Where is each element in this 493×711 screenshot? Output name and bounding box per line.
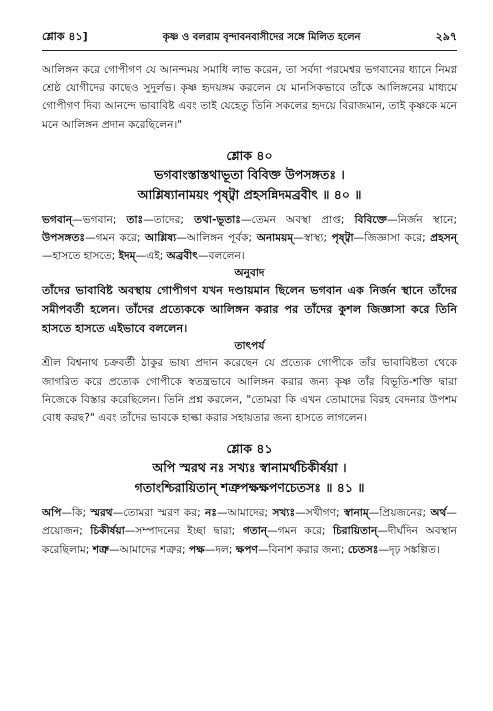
synonym-word: আশ্লিষ্য: [145, 232, 177, 245]
verse-41-synonyms: [42, 504, 457, 559]
synonym-word: চিরায়িতান্: [333, 525, 378, 538]
synonym-word: অব্রবীৎ: [166, 250, 198, 263]
synonym-meaning: —প্রিয়জনের;: [368, 507, 431, 520]
verse-40-heading: শ্লোক ৪০: [226, 147, 273, 163]
purport-label: তাৎপর্য: [234, 340, 265, 353]
synonym-meaning: —আমাদের শত্রুর;: [109, 543, 189, 556]
verse-40-purport: শ্রীল বিশ্বনাথ চক্রবর্তী ঠাকুর ভাষ্য প্রদান করেছেন যে প্রত্যেক গোপীকে তাঁর ভাবাবিষ্টতা থেকে জাগরিত করে প্রত্যেক গোপীকে স্বতন্ত্রভাবে আলিঙ্গন করার জন্য কৃষ্ণ তাঁর বিভূতি-শক্তি দ্বারা নিজেকে বিস্তার করেছিলেন। তিনি প্রশ্ন করলেন, "তোমরা কি এখন তোমাদের বিরহ বেদনার উপশম বোধ করছ?" এবং তাঁদের ভাবকে হাল্কা করার সহায়তার জন্য হাসতে লাগলেন।: [42, 357, 457, 425]
book-page: [42, 28, 457, 688]
synonym-word: সখ্যঃ: [272, 507, 296, 520]
synonym-meaning: —স্বাস্থ্য;: [293, 232, 332, 245]
synonym-meaning: —প্রয়োজন;: [42, 507, 457, 538]
synonym-word: চিকীর্ষয়া: [90, 525, 125, 538]
page-number: ২৯৭: [435, 30, 457, 43]
running-head-chapter-title: কৃষ্ণ ও বলরাম বৃন্দাবনবাসীদের সঙ্গে মিলিত হলেন: [162, 32, 361, 43]
synonym-word: গতান্: [242, 525, 268, 538]
verse-40-line-1: ভগবাংস্তাস্তথাভূতা বিবিক্ত উপসঙ্গতঃ ।: [154, 166, 345, 182]
synonym-word: পক্ষ: [188, 543, 205, 556]
synonym-meaning: —আমাদের;: [216, 507, 273, 520]
synonym-word: পৃষ্ট্বা: [331, 232, 354, 245]
verse-40-line-2: আশ্লিষ্যানাময়ং পৃষ্ট্বা প্রহসন্নিদমব্রবীৎ ॥ ৪০ ॥: [137, 186, 362, 202]
synonym-meaning: —ভগবান;: [72, 213, 127, 226]
synonym-meaning: —দল;: [204, 543, 236, 556]
synonym-meaning: —সম্পাদনের ইচ্ছা দ্বারা;: [124, 525, 243, 538]
synonym-word: স্বানাম্: [343, 507, 369, 520]
synonym-meaning: —দীর্ঘদিন অবস্থান করেছিলাম;: [42, 525, 458, 556]
synonym-meaning: —তাদের;: [143, 213, 195, 226]
synonym-word: উপসঙ্গতঃ: [42, 232, 86, 245]
synonym-meaning: —দৃঢ় সঙ্কল্পিত।: [378, 543, 440, 556]
synonym-meaning: —এই;: [135, 250, 167, 263]
synonym-word: প্রহসন্: [430, 232, 458, 245]
synonym-word: শত্রু: [92, 543, 110, 556]
synonym-word: বিবিক্তে: [354, 213, 387, 226]
synonym-word: চেতসঃ: [347, 543, 379, 556]
synonym-meaning: —কি;: [61, 507, 91, 520]
verse-41-line-1: অপি স্মরথ নঃ সখ্যঃ স্বানামর্থচিকীর্ষয়া ।: [152, 460, 347, 476]
translation-label: অনুবাদ: [234, 267, 265, 280]
synonym-meaning: —তোমরা স্মরণ কর;: [112, 507, 205, 520]
synonym-word: ইদম্: [118, 250, 136, 263]
synonym-word: ক্ষপণ: [235, 543, 258, 556]
synonym-word: অপি: [42, 507, 62, 520]
synonym-word: স্মরথ: [90, 507, 113, 520]
synonym-word: ভগবান্: [42, 213, 73, 226]
synonym-meaning: —আলিঙ্গন পূর্বক;: [176, 232, 257, 245]
synonym-meaning: —তেমন অবস্থা প্রাপ্ত;: [240, 213, 355, 226]
synonym-meaning: —বিনাশ করার জন্য;: [257, 543, 348, 556]
synonym-meaning: —নির্জন স্থানে;: [386, 213, 458, 226]
synonym-meaning: —জিজ্ঞাসা করে;: [353, 232, 431, 245]
verse-41-line-2: গতাংশ্চিরায়িতান্ শত্রুপক্ষক্ষপণচেতসঃ ॥ ৪১ ॥: [134, 480, 365, 496]
synonym-meaning: —সখীগণ;: [295, 507, 344, 520]
synonym-word: নঃ: [204, 507, 217, 520]
synonym-meaning: —হাসতে হাসতে;: [42, 250, 119, 263]
synonym-word: তথা-ভূতাঃ: [194, 213, 241, 226]
synonym-word: অর্থ: [430, 507, 447, 520]
verse-40-synonyms: [42, 211, 457, 266]
verse-40-translation: তাঁদের ভাবাবিষ্ট অবস্থায় গোপীগণ যখন দণ্ডায়মান ছিলেন ভগবান এক নির্জন স্থানে তাঁদের সমীপবর্তী হলেন। তাঁদের প্রত্যেককে আলিঙ্গন করার পর তাঁদের কুশল জিজ্ঞাসা করে তিনি হাসতে হাসতে এইভাবে বললেন।: [42, 284, 457, 336]
running-head: [42, 28, 457, 51]
running-head-verse-ref: শ্লোক ৪১]: [42, 30, 88, 43]
synonym-meaning: —গমন করে;: [267, 525, 334, 538]
synonym-word: অনাময়ম্: [256, 232, 294, 245]
verse-41-heading: শ্লোক ৪১: [226, 441, 273, 457]
synonym-word: তাঃ: [126, 213, 144, 226]
synonym-meaning: —বললেন।: [197, 250, 245, 263]
synonym-meaning: —গমন করে;: [85, 232, 146, 245]
intro-paragraph: আলিঙ্গন করে গোপীগণ যে আনন্দময় সমাধি লাভ করেন, তা সর্বদা পরমেশ্বর ভগবানের ধ্যানে নিমগ্ন শ্রেষ্ঠ যোগীদের কাছেও সুদুর্লভ। কৃষ্ণ হৃদয়ঙ্গম করলেন যে মানসিকভাবে তাঁকে আলিঙ্গনের মাধ্যমে গোপীগণ দিব্য আনন্দে ভাবাবিষ্ট এবং তাই যেহেতু তিনি সকলের হৃদয়ে বিরাজমান, তাই কৃষ্ণকে মনে মনে আলিঙ্গন প্রদান করেছিলেন।": [42, 64, 457, 131]
